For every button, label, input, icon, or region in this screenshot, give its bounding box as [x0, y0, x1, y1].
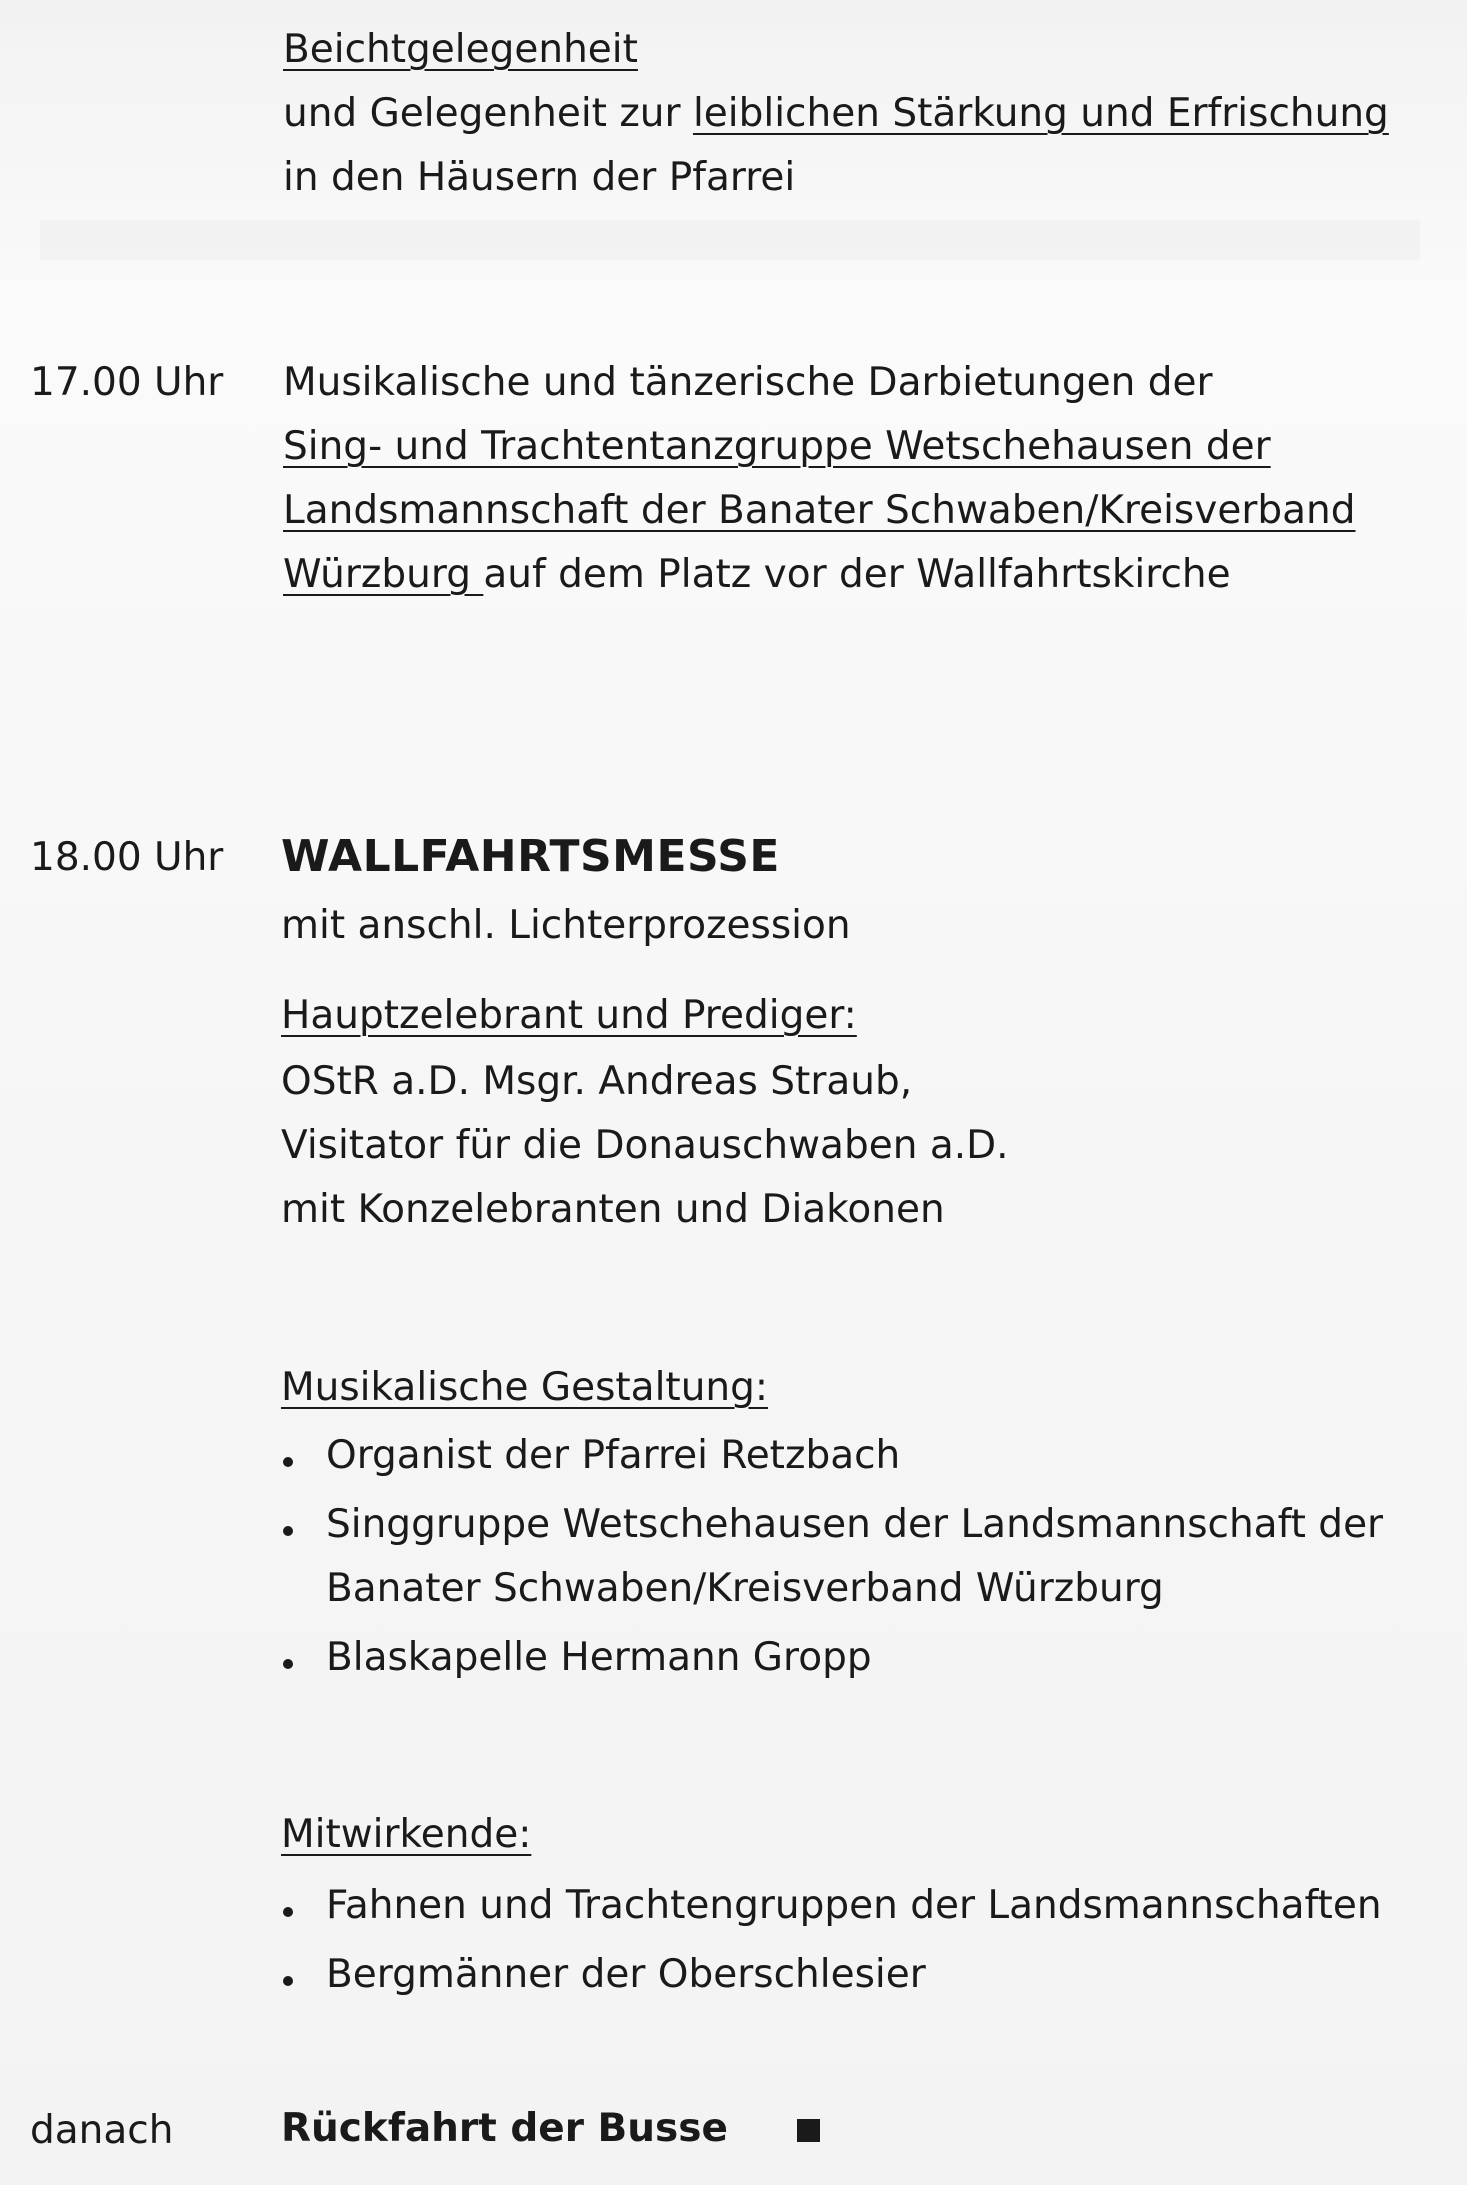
mass-title: WALLFAHRTSMESSE — [281, 831, 780, 882]
celebrant-line-3: mit Konzelebranten und Diakonen — [281, 1187, 945, 1232]
return-trip-title: Rückfahrt der Busse — [281, 2106, 728, 2151]
houses-line: in den Häusern der Pfarrei — [283, 155, 796, 200]
participants-item-bergmaenner: Bergmänner der Oberschlesier — [326, 1952, 926, 1997]
bullet-icon — [283, 1457, 293, 1467]
performance-line-4 — [283, 552, 1231, 597]
bullet-icon — [283, 1976, 293, 1986]
performance-line-4-rest: auf dem Platz vor der Wallfahrtskirche — [483, 552, 1231, 597]
celebrant-line-1: OStR a.D. Msgr. Andreas Straub, — [281, 1059, 913, 1104]
bleed-through-shading — [40, 220, 1420, 260]
bullet-icon — [283, 1659, 293, 1669]
participants-item-fahnen: Fahnen und Trachtengruppen der Landsmannschaften — [326, 1883, 1382, 1928]
heading-beichtgelegenheit: Beichtgelegenheit — [283, 27, 638, 72]
music-item-singgruppe: Singgruppe Wetschehausen der Landsmannschaft der — [326, 1502, 1384, 1547]
performance-line-2: Sing- und Trachtentanzgruppe Wetschehausen der — [283, 424, 1271, 469]
bullet-icon — [283, 1526, 293, 1536]
participants-heading: Mitwirkende: — [281, 1812, 532, 1857]
time-1800: 18.00 Uhr — [30, 835, 224, 880]
bullet-icon — [283, 1907, 293, 1917]
time-danach: danach — [30, 2108, 174, 2153]
performance-line-3: Landsmannschaft der Banater Schwaben/Kreisverband — [283, 488, 1356, 533]
music-heading: Musikalische Gestaltung: — [281, 1365, 769, 1410]
celebrant-line-2: Visitator für die Donauschwaben a.D. — [281, 1123, 1009, 1168]
celebrant-heading: Hauptzelebrant und Prediger: — [281, 993, 857, 1038]
refreshment-line — [283, 91, 1389, 136]
music-item-organist: Organist der Pfarrei Retzbach — [326, 1433, 901, 1478]
refreshment-line-prefix: und Gelegenheit zur — [283, 91, 693, 136]
end-square-icon — [797, 2119, 820, 2142]
time-1700: 17.00 Uhr — [30, 360, 224, 405]
music-item-blaskapelle: Blaskapelle Hermann Gropp — [326, 1635, 872, 1680]
mass-subtitle: mit anschl. Lichterprozession — [281, 903, 851, 948]
refreshment-underlined-text: leiblichen Stärkung und Erfrischung — [692, 91, 1389, 136]
music-item-singgruppe-continued: Banater Schwaben/Kreisverband Würzburg — [326, 1566, 1164, 1611]
performance-underlined-city: Würzburg — [283, 552, 484, 597]
performance-line-1: Musikalische und tänzerische Darbietungen der — [283, 360, 1213, 405]
